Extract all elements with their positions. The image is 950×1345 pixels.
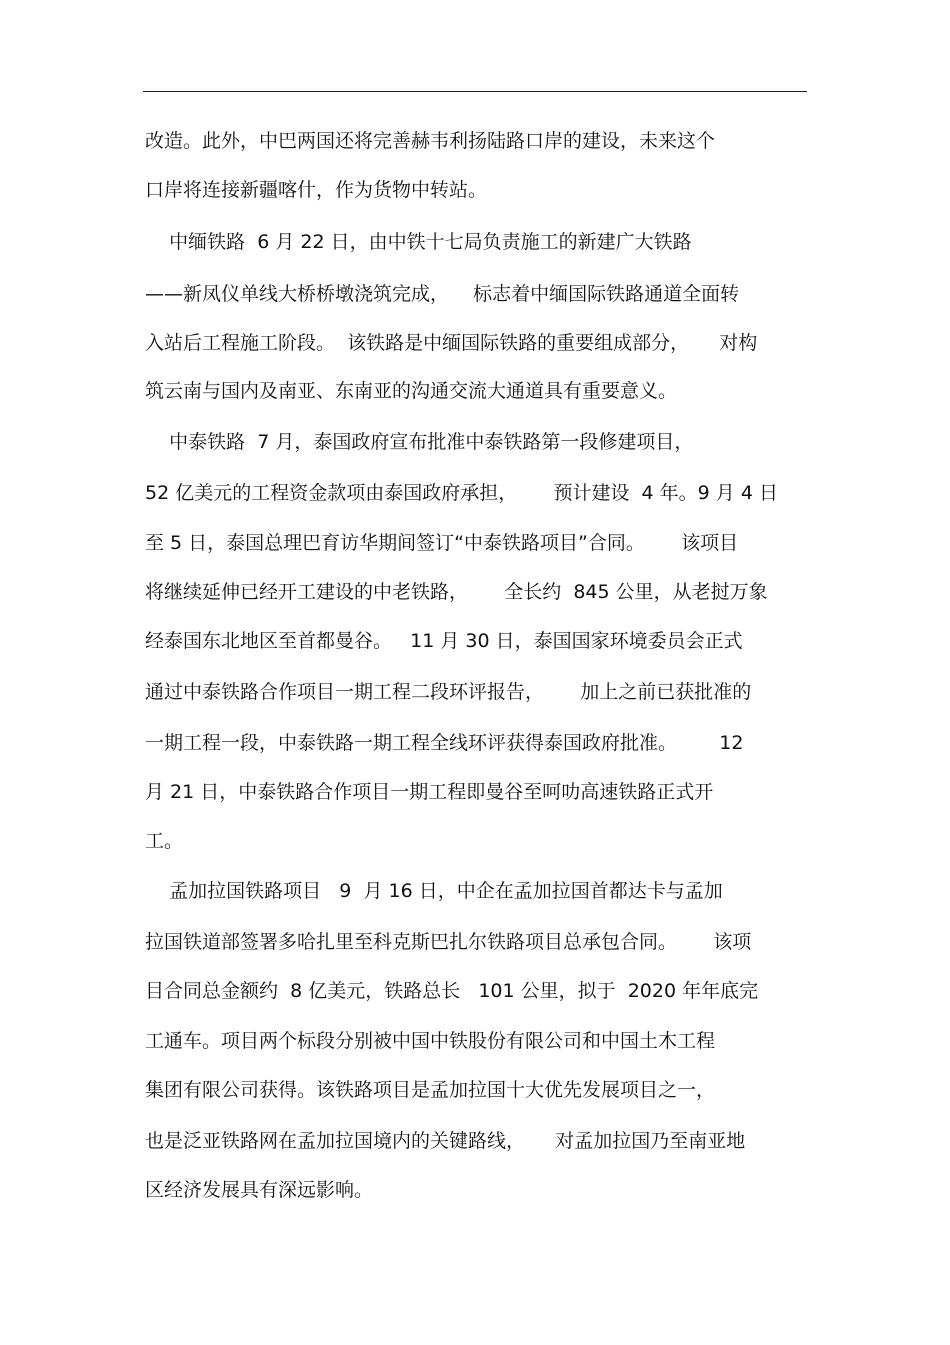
text-line: 入站后工程施工阶段。 该铁路是中缅国际铁路的重要组成部分， 对构 <box>145 332 758 354</box>
text-line: 筑云南与国内及南亚、东南亚的沟通交流大通道具有重要意义。 <box>145 380 678 402</box>
text-line: ——新凤仪单线大桥桥墩浇筑完成， 标志着中缅国际铁路通道全面转 <box>145 283 740 305</box>
text-line: 口岸将连接新疆喀什，作为货物中转站。 <box>145 179 488 201</box>
text-line: 工。 <box>145 830 184 852</box>
text-line: 月 21 日，中泰铁路合作项目一期工程即曼谷至呵叻高速铁路正式开 <box>145 781 714 803</box>
text-line: 目合同总金额约 8 亿美元，铁路总长 101 公里，拟于 2020 年年底完 <box>145 980 759 1002</box>
text-line: 通过中泰铁路合作项目一期工程二段环评报告， 加上之前已获批准的 <box>145 681 752 703</box>
paragraph-first-line: 中缅铁路 6 月 22 日，由中铁十七局负责施工的新建广大铁路 <box>145 231 692 253</box>
text-line: 经泰国东北地区至首都曼谷。 11 月 30 日，泰国国家环境委员会正式 <box>145 630 743 652</box>
text-line: 也是泛亚铁路网在孟加拉国境内的关键路线， 对孟加拉国乃至南亚地 <box>145 1130 746 1152</box>
text-line: 改造。此外，中巴两国还将完善赫韦利扬陆路口岸的建设，未来这个 <box>145 130 716 152</box>
paragraph-first-line: 中泰铁路 7 月，泰国政府宣布批准中泰铁路第一段修建项目， <box>145 431 694 453</box>
text-line: 工通车。项目两个标段分别被中国中铁股份有限公司和中国土木工程 <box>145 1030 716 1052</box>
text-line: 集团有限公司获得。该铁路项目是孟加拉国十大优先发展项目之一， <box>145 1079 716 1101</box>
paragraph-first-line: 孟加拉国铁路项目 9 月 16 日，中企在孟加拉国首都达卡与孟加 <box>145 880 723 902</box>
text-line: 52 亿美元的工程资金款项由泰国政府承担， 预计建设 4 年。9 月 4 日 <box>145 482 778 504</box>
text-line: 拉国铁道部签署多哈扎里至科克斯巴扎尔铁路项目总承包合同。 该项 <box>145 931 752 953</box>
text-line: 将继续延伸已经开工建设的中老铁路， 全长约 845 公里，从老挝万象 <box>145 581 768 603</box>
text-line: 一期工程一段，中泰铁路一期工程全线环评获得泰国政府批准。 12 <box>145 732 744 754</box>
text-line: 区经济发展具有深远影响。 <box>145 1179 374 1201</box>
header-rule <box>143 91 807 92</box>
text-line: 至 5 日，泰国总理巴育访华期间签订“中泰铁路项目”合同。 该项目 <box>145 532 739 554</box>
